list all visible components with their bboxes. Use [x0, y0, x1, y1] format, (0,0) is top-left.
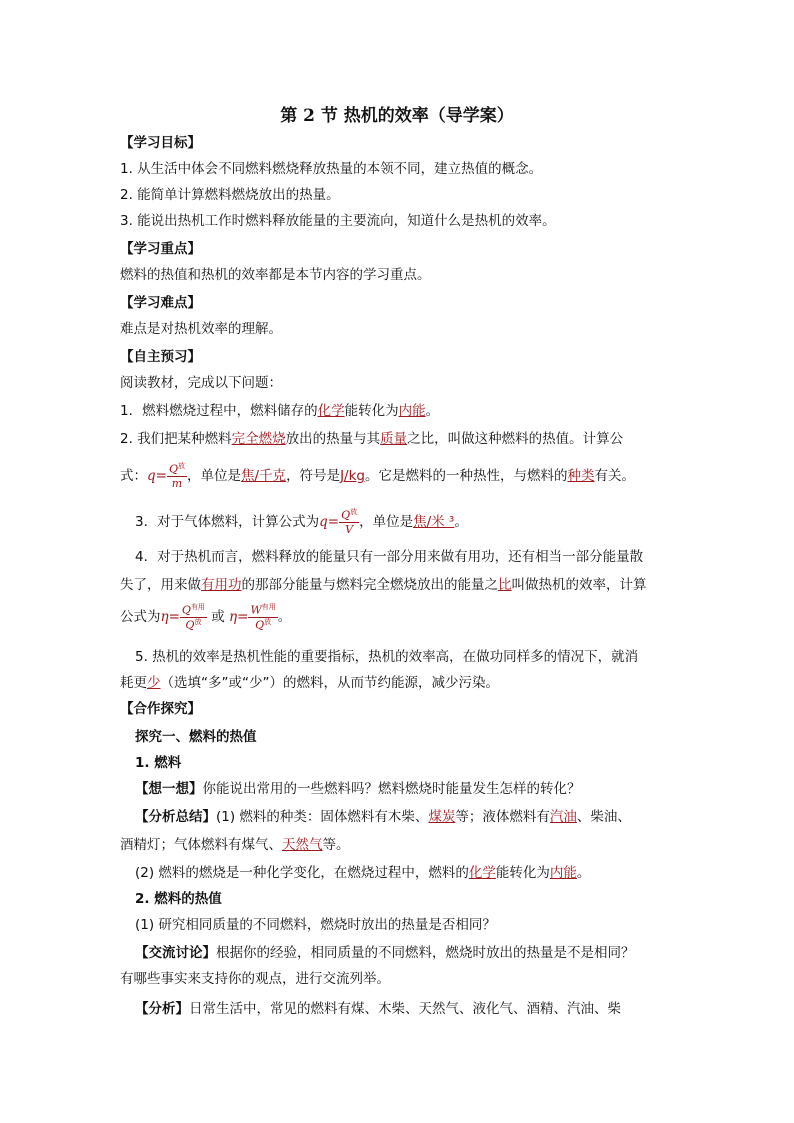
- discussion-line-2: 有哪些事实来支持你的观点，进行交流列举。: [120, 971, 390, 987]
- q3-text-a: 3．对于气体燃料，计算公式为: [135, 514, 320, 530]
- q4-fraction-1-den-sup: 放: [194, 617, 202, 626]
- preview-heading: 【自主预习】: [120, 349, 201, 365]
- key-heading: 【学习重点】: [120, 241, 201, 257]
- q4-fraction-1-num-sup: 有用: [190, 602, 205, 611]
- q4-text-f: 。: [277, 609, 292, 625]
- q4-answer-2: 比: [498, 577, 512, 593]
- q4-eta-2: η=: [229, 609, 249, 625]
- q4-text-e: 公式为: [120, 609, 161, 625]
- q5-text-b: 耗更: [120, 675, 147, 691]
- q4-text-c: 的那部分能量与燃料完全燃烧放出的能量之: [241, 577, 498, 593]
- q2-text-e: ，单位是: [187, 468, 241, 484]
- summary-text-a: (1) 燃料的种类：固体燃料有木柴、: [216, 809, 429, 825]
- summary-text-c: 、柴油、: [576, 809, 631, 825]
- q2-answer-1: 完全燃烧: [231, 431, 286, 447]
- q4-fraction-2-den: Q: [255, 618, 265, 632]
- q1-answer-1: 化学: [317, 403, 345, 419]
- discussion-line-1: [135, 944, 695, 962]
- sub-1-heading: 1. 燃料: [135, 755, 182, 771]
- summary-line-1: [135, 808, 695, 826]
- page-title: 第 2 节 热机的效率（导学案）: [280, 106, 514, 126]
- think-paragraph: [135, 780, 695, 798]
- analysis-tag: 【分析】: [135, 1001, 189, 1017]
- goal-2: 2. 能简单计算燃料燃烧放出的热量。: [120, 187, 340, 203]
- summary-text-d: 酒精灯；气体燃料有煤气、: [120, 837, 282, 853]
- question-1: [120, 402, 680, 420]
- summary-answer-4: 化学: [468, 865, 496, 881]
- q1-text-a: 1．燃料燃烧过程中，燃料储存的: [120, 403, 318, 419]
- discussion-text-a: 根据你的经验，相同质量的不同燃料，燃烧时放出的热量是不是相同？: [216, 945, 635, 961]
- q2-text-c: 之比，叫做这种燃料的热值。计算公: [407, 431, 624, 447]
- summary-answer-3: 天然气: [282, 837, 323, 853]
- q2-fraction: [167, 463, 187, 489]
- preview-intro: 阅读教材，完成以下问题：: [120, 375, 282, 391]
- think-tag: 【想一想】: [135, 781, 203, 797]
- q4-fraction-2-den-sup: 放: [264, 617, 272, 626]
- q4-text-d: 叫做热机的效率，计算: [511, 577, 647, 593]
- q4-eta-1: η=: [160, 609, 180, 625]
- sub-2-heading: 2. 燃料的热值: [135, 891, 222, 907]
- explore-1-heading: 探究一、燃料的热值: [135, 729, 257, 745]
- goals-heading: 【学习目标】: [120, 135, 201, 151]
- summary-text-h: 。: [576, 865, 591, 881]
- summary-text-b: 等；液体燃料有: [455, 809, 550, 825]
- research-question: (1) 研究相同质量的不同燃料，燃烧时放出的热量是否相同？: [135, 917, 496, 933]
- analysis-text: 日常生活中，常见的燃料有煤、木柴、天然气、液化气、酒精、汽油、柴: [189, 1001, 621, 1017]
- goal-3: 3. 能说出热机工作时燃料释放能量的主要流向，知道什么是热机的效率。: [120, 213, 556, 229]
- question-2-line-1: [120, 430, 680, 448]
- question-4-line-2: [120, 576, 680, 594]
- q3-fraction-den: V: [345, 522, 354, 536]
- q3-answer: 焦/米 ³: [413, 514, 455, 530]
- q4-text-b: 失了，用来做: [120, 577, 201, 593]
- q3-fraction: [339, 509, 359, 535]
- q3-text-b: ，单位是: [359, 514, 414, 530]
- q4-fraction-1-den: Q: [185, 618, 195, 632]
- difficulty-text: 难点是对热机效率的理解。: [120, 321, 282, 337]
- question-4-line-3: [120, 602, 680, 632]
- q5-answer: 少: [147, 675, 161, 691]
- analysis-line: [135, 1000, 695, 1018]
- question-5-line-1: 5. 热机的效率是热机性能的重要指标，热机的效率高，在做功同样多的情况下，就消: [135, 649, 639, 665]
- q2-answer-4: J/kg: [340, 468, 365, 484]
- key-text: 燃料的热值和热机的效率都是本节内容的学习重点。: [120, 267, 431, 283]
- summary-answer-2: 汽油: [549, 809, 577, 825]
- q2-text-f: ，符号是: [286, 468, 341, 484]
- q2-text-b: 放出的热量与其: [285, 431, 381, 447]
- q3-text-c: 。: [454, 514, 468, 530]
- q3-formula-q: q=: [319, 514, 340, 530]
- q4-or: 或: [211, 609, 225, 625]
- q2-fraction-num-sup: 放: [178, 462, 185, 471]
- question-5-line-2: [120, 674, 680, 692]
- q2-text-a: 2. 我们把某种燃料: [120, 431, 232, 447]
- summary-text-g: 能转化为: [495, 865, 550, 881]
- goal-1: 1. 从生活中体会不同燃料燃烧释放热量的本领不同，建立热值的概念。: [120, 161, 543, 177]
- q4-fraction-1-num: Q: [181, 603, 191, 617]
- summary-answer-1: 煤炭: [428, 809, 456, 825]
- q2-fraction-den: m: [171, 476, 183, 490]
- q4-fraction-1: [180, 604, 207, 630]
- q2-text-d: 式：: [120, 468, 147, 484]
- think-text: 你能说出常用的一些燃料吗？燃料燃烧时能量发生怎样的转化？: [202, 781, 581, 797]
- question-2-line-2: [120, 462, 680, 490]
- summary-text-f: (2) 燃料的燃烧是一种化学变化，在燃烧过程中，燃料的: [135, 865, 469, 881]
- discussion-tag: 【交流讨论】: [135, 945, 216, 961]
- q2-answer-3: 焦/千克: [241, 468, 287, 484]
- q1-text-c: 。: [425, 403, 440, 419]
- q2-answer-5: 种类: [567, 468, 595, 484]
- q3-fraction-num-sup: 放: [350, 508, 358, 517]
- q3-fraction-num: Q: [341, 508, 351, 522]
- question-4-line-1: 4．对于热机而言，燃料释放的能量只有一部分用来做有用功，还有相当一部分能量散: [135, 549, 644, 565]
- difficulty-heading: 【学习难点】: [120, 295, 201, 311]
- summary-line-2: [120, 836, 680, 854]
- q4-fraction-2-num-sup: 有用: [261, 602, 276, 611]
- summary-answer-5: 内能: [549, 865, 577, 881]
- q2-text-g: 。它是燃料的一种热性，与燃料的: [364, 468, 568, 484]
- summary-tag: 【分析总结】: [135, 809, 216, 825]
- summary-text-e: 等。: [322, 837, 350, 853]
- question-3: [135, 508, 695, 536]
- q4-fraction-2-num: W: [250, 603, 262, 617]
- q1-answer-2: 内能: [398, 403, 426, 419]
- q2-text-h: 有关。: [594, 468, 635, 484]
- summary-line-3: [135, 864, 695, 882]
- coop-heading: 【合作探究】: [120, 701, 201, 717]
- q1-text-b: 能转化为: [344, 403, 399, 419]
- q2-fraction-num: Q: [168, 462, 178, 476]
- q2-formula-q: q=: [147, 468, 167, 484]
- q4-fraction-2: [248, 604, 277, 630]
- q4-answer-1: 有用功: [201, 577, 242, 593]
- q5-text-c: （选填“多”或“少”）的燃料，从而节约能源，减少污染。: [160, 675, 499, 691]
- q2-answer-2: 质量: [380, 431, 408, 447]
